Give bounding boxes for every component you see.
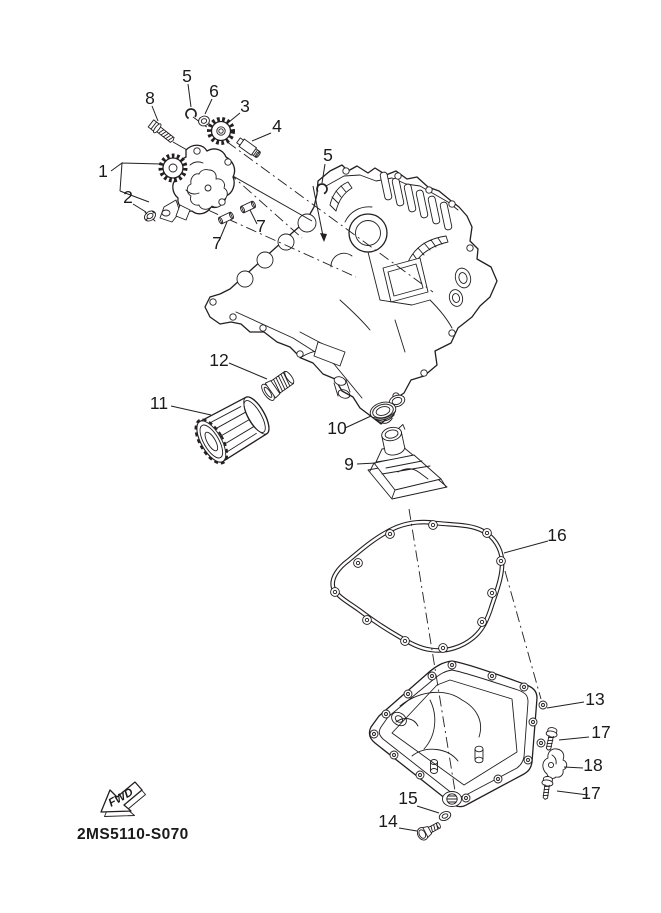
oil-pan-gasket — [331, 521, 506, 653]
callout-11-label: 11 — [149, 393, 169, 413]
drawing-code: 2MS5110-S070 — [77, 826, 189, 843]
callout-6-label: 6 — [209, 81, 219, 101]
pump-bolt — [148, 119, 177, 145]
dowel-pin-right — [240, 201, 257, 214]
callout-5b-label: 5 — [323, 145, 333, 165]
drain-gasket — [438, 810, 452, 823]
fwd-label: FWD — [106, 786, 136, 810]
callout-13-label: 13 — [585, 689, 605, 709]
callout-12-label: 12 — [209, 350, 229, 370]
callout-2-label: 2 — [123, 187, 133, 207]
pan-bolt-lower — [540, 776, 554, 800]
fwd-arrow-icon — [101, 782, 146, 817]
callout-14-label: 14 — [378, 811, 398, 831]
callout-5a-label: 5 — [182, 66, 192, 86]
pump-shaft — [236, 137, 262, 159]
callout-9-label: 9 — [344, 454, 354, 474]
oil-pan — [369, 661, 547, 807]
callout-7b-label: 7 — [212, 233, 222, 253]
filter-union-bolt — [259, 368, 297, 402]
callout-10-label: 10 — [327, 418, 347, 438]
callout-17b-label: 17 — [581, 783, 601, 803]
callout-15-label: 15 — [398, 788, 418, 808]
dowel-pin-left — [218, 212, 235, 225]
callout-3-label: 3 — [240, 96, 250, 116]
drain-bolt — [415, 819, 443, 842]
cable-clamp — [543, 749, 567, 779]
pan-bolt-upper — [543, 727, 559, 752]
oil-pump-assembly — [160, 145, 235, 222]
callout-18-label: 18 — [583, 755, 603, 775]
callout-16-label: 16 — [547, 525, 567, 545]
callout-4-label: 4 — [272, 116, 282, 136]
oil-filter — [189, 390, 275, 468]
callout-7a-label: 7 — [256, 216, 266, 236]
callout-1-label: 1 — [98, 161, 108, 181]
callout-8-label: 8 — [145, 88, 155, 108]
oil-strainer — [368, 424, 447, 499]
pump-drive-gear — [210, 120, 233, 143]
callout-17a-label: 17 — [591, 722, 611, 742]
